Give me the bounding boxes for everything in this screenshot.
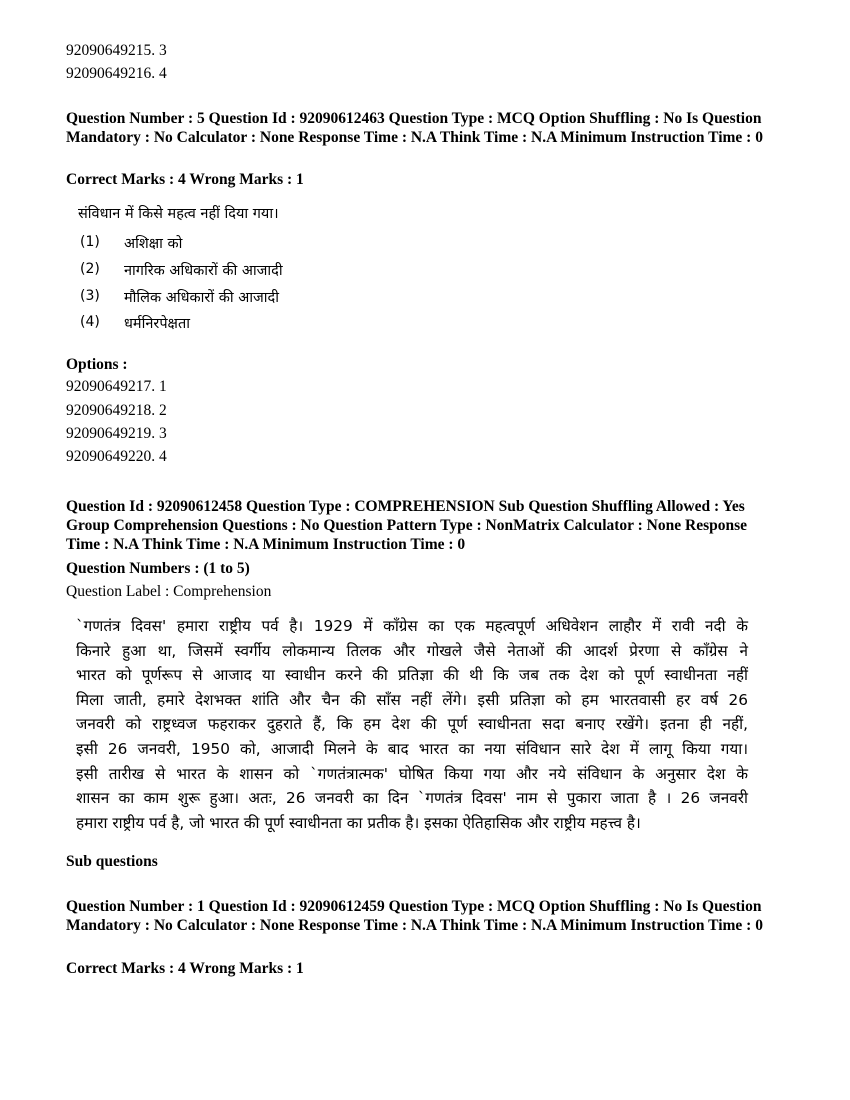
passage-line: जनवरी को राष्ट्रध्वज फहराकर दुहराते हैं, कि हम देश की पूर्ण स्वाधीनता सदा बनाए रखेंगे। इतना ही नहीं,: [76, 715, 748, 734]
question-5-choices: [80, 234, 580, 344]
question-1-marks: Correct Marks : 4 Wrong Marks : 1: [66, 960, 304, 977]
passage-line: हमारा राष्ट्रीय पर्व है, जो भारत की पूर्ण स्वाधीनता का प्रतीक है। इसका ऐतिहासिक और राष्ट्रीय महत्त्व है।: [76, 813, 641, 832]
option-line: 92090649217. 1: [66, 378, 167, 395]
passage-line: भारत को पूर्णरूप से आजाद या स्वाधीन करने की प्रतिज्ञा की थी कि जब तक देश को पूर्ण स्वाधीनता नहीं: [76, 666, 748, 685]
option-line: 92090649219. 3: [66, 425, 167, 442]
choice-number: (1): [80, 234, 100, 250]
passage-line: `गणतंत्र दिवस' हमारा राष्ट्रीय पर्व है। 1929 में काँग्रेस का एक महत्वपूर्ण अधिवेशन लाहौर में रावी नदी के: [76, 617, 748, 635]
option-line: 92090649220. 4: [66, 448, 167, 465]
question-1-meta: Question Number : 1 Question Id : 92090612459 Question Type : MCQ Option Shuffling : No Is Question Mandatory : No Calculator : None Response Time : N.A Think Time : N.A Minimum Instruction Time : 0: [66, 898, 763, 934]
option-line: 92090649215. 3: [66, 42, 167, 59]
question-numbers: Question Numbers : (1 to 5): [66, 560, 250, 577]
passage-line: मिला जाती, हमारे देशभक्त शांति और चैन की साँस नहीं लेंगे। इसी प्रतिज्ञा को हम भारतवासी हर वर्ष 26: [76, 690, 748, 709]
passage-line: इसी तारीख से भारत के शासन को `गणतंत्रात्मक' घोषित किया गया और नये संविधान के अनुसार देश के: [76, 764, 748, 783]
option-line: 92090649218. 2: [66, 402, 167, 419]
passage-line: इसी 26 जनवरी, 1950 को, आजादी मिलने के बाद भारत का नया संविधान सारे देश में लागू किया गया।: [76, 739, 748, 758]
question-label: Question Label : Comprehension: [66, 583, 272, 600]
choice-number: (3): [80, 288, 100, 304]
choice-text: मौलिक अधिकारों की आजादी: [124, 290, 279, 306]
sub-questions-heading: Sub questions: [66, 853, 158, 870]
choice-text: अशिक्षा को: [124, 236, 183, 252]
passage-line: शासन का काम शुरू हुआ। अतः, 26 जनवरी का दिन `गणतंत्र दिवस' नाम से पुकारा जाता है । 26 जनवरी: [76, 789, 748, 808]
option-line: 92090649216. 4: [66, 65, 167, 82]
comprehension-passage: [76, 614, 748, 835]
comprehension-meta: Question Id : 92090612458 Question Type : COMPREHENSION Sub Question Shuffling Allowed : Yes Group Comprehension Questions : No Question Pattern Type : NonMatrix Calculator : None Response Time : N.A Think Time : N.A Minimum Instruction Time : 0: [66, 498, 748, 553]
choice-text: धर्मनिरपेक्षता: [124, 316, 190, 332]
question-5-meta: Question Number : 5 Question Id : 92090612463 Question Type : MCQ Option Shuffling : No Is Question Mandatory : No Calculator : None Response Time : N.A Think Time : N.A Minimum Instruction Time : 0: [66, 110, 763, 146]
question-5-text: संविधान में किसे महत्व नहीं दिया गया।: [78, 206, 279, 222]
options-label: Options :: [66, 356, 128, 373]
choice-number: (4): [80, 314, 100, 330]
question-5-marks: Correct Marks : 4 Wrong Marks : 1: [66, 171, 304, 188]
choice-text: नागरिक अधिकारों की आजादी: [124, 263, 283, 279]
passage-line: किनारे हुआ था, जिसमें स्वर्गीय लोकमान्य तिलक और गोखले जैसे नेताओं की आदर्श प्रेरणा से काँग्रेस ने: [76, 641, 748, 660]
choice-number: (2): [80, 261, 100, 277]
